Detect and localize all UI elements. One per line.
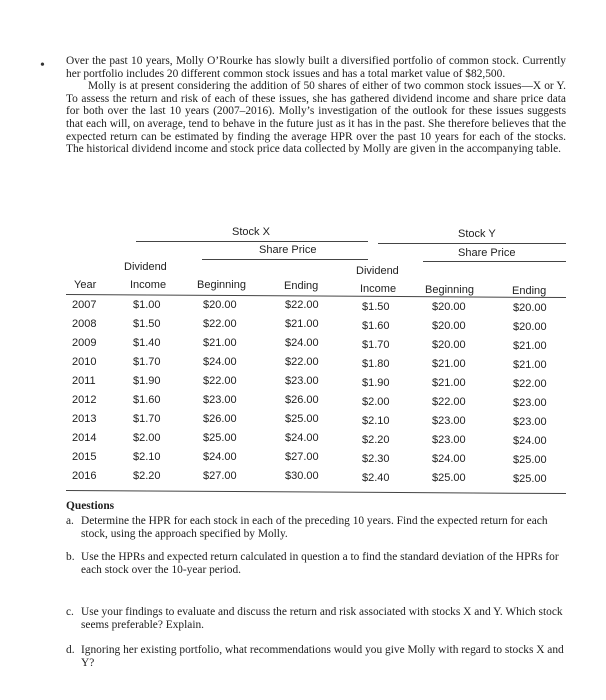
- cell-income-x: $1.50: [133, 318, 161, 330]
- share-price-y-rule: [423, 261, 566, 262]
- table-row: [66, 413, 566, 433]
- question-d-text: Ignoring her existing portfolio, what recommendations would you give Molly with regard to stocks X and Y?: [81, 644, 564, 669]
- case-intro: [66, 55, 566, 156]
- question-b-text: Use the HPRs and expected return calculated in question a to find the standard deviation of the HPRs for each stock over the 10-year period.: [81, 551, 559, 576]
- questions-section: [66, 500, 566, 670]
- cell-beginning-x: $22.00: [203, 375, 237, 387]
- cell-year: 2008: [72, 318, 97, 330]
- cell-income-y: $1.80: [362, 358, 390, 370]
- bottom-rule: [66, 490, 566, 494]
- cell-ending-y: $23.00: [513, 416, 547, 428]
- col-header-income-x: Income: [130, 279, 167, 291]
- question-c-letter: c.: [66, 606, 74, 618]
- cell-income-x: $1.00: [133, 299, 161, 311]
- cell-beginning-x: $21.00: [203, 337, 237, 349]
- cell-ending-x: $25.00: [285, 413, 319, 425]
- intro-paragraph-2: Molly is at present considering the addition of 50 shares of either of two common stock issues—X or Y. To assess the return and risk of each of these issues, she has gathered dividend income and share price data for both over the last 10 years (2007–2016). Molly’s investigation of the outlook for these issues suggests that each will, on average, tend to behave in the future just as it has in the past. She therefore believes that the expected return can be estimated by finding the average HPR over the past 10 years for each of the stocks. The historical dividend income and stock price data collected by Molly are given in the accompanying table.: [66, 80, 566, 156]
- cell-year: 2011: [72, 375, 96, 387]
- col-header-beginning-x: Beginning: [197, 279, 246, 291]
- cell-ending-y: $25.00: [513, 473, 547, 485]
- table-row: [66, 394, 566, 414]
- cell-income-y: $1.60: [362, 320, 390, 332]
- table-row: [66, 470, 566, 490]
- cell-beginning-y: $22.00: [432, 396, 466, 408]
- question-b-letter: b.: [66, 551, 75, 563]
- cell-year: 2013: [72, 413, 97, 425]
- question-d: [66, 644, 566, 670]
- question-b: [66, 551, 566, 577]
- header-rule: [66, 294, 566, 298]
- stock-x-rule: [136, 241, 368, 242]
- col-header-ending-y: Ending: [512, 285, 547, 297]
- cell-ending-x: $22.00: [285, 299, 319, 311]
- cell-year: 2010: [72, 356, 97, 368]
- cell-year: 2014: [72, 432, 97, 444]
- stock-y-rule: [378, 243, 566, 244]
- cell-ending-x: $21.00: [285, 318, 319, 330]
- cell-ending-y: $21.00: [513, 359, 547, 371]
- cell-income-x: $1.40: [133, 337, 161, 349]
- question-c: [66, 606, 566, 632]
- cell-income-x: $2.10: [133, 451, 161, 463]
- cell-ending-x: $26.00: [285, 394, 319, 406]
- cell-beginning-y: $23.00: [432, 434, 466, 446]
- cell-income-y: $1.70: [362, 339, 390, 351]
- question-c-text: Use your findings to evaluate and discuss the return and risk associated with stocks X and Y. Which stock seems preferable? Explain.: [81, 606, 563, 631]
- question-a: [66, 515, 566, 541]
- cell-year: 2015: [72, 451, 97, 463]
- table-row: [66, 356, 566, 376]
- cell-income-x: $1.70: [133, 413, 161, 425]
- dividend-y-heading: Dividend: [356, 265, 399, 277]
- cell-year: 2012: [72, 394, 97, 406]
- bullet-marker: •: [40, 58, 45, 73]
- cell-income-x: $1.90: [133, 375, 161, 387]
- cell-income-y: $1.50: [362, 301, 390, 313]
- col-header-beginning-y: Beginning: [425, 284, 474, 296]
- question-a-text: Determine the HPR for each stock in each of the preceding 10 years. Find the expected return for each stock, using the approach specified by Molly.: [81, 515, 548, 540]
- cell-beginning-y: $25.00: [432, 472, 466, 484]
- share-price-x-rule: [202, 259, 368, 260]
- table-row: [66, 432, 566, 452]
- cell-beginning-y: $20.00: [432, 301, 466, 313]
- cell-beginning-x: $27.00: [203, 470, 237, 482]
- cell-beginning-y: $23.00: [432, 415, 466, 427]
- cell-ending-y: $25.00: [513, 454, 547, 466]
- question-a-letter: a.: [66, 515, 74, 527]
- cell-ending-y: $23.00: [513, 397, 547, 409]
- cell-beginning-y: $20.00: [432, 320, 466, 332]
- cell-beginning-x: $25.00: [203, 432, 237, 444]
- cell-income-y: $2.10: [362, 415, 390, 427]
- cell-year: 2007: [72, 299, 97, 311]
- col-header-ending-x: Ending: [284, 280, 319, 292]
- cell-beginning-y: $21.00: [432, 358, 466, 370]
- cell-income-x: $2.20: [133, 470, 161, 482]
- cell-ending-y: $21.00: [513, 340, 547, 352]
- cell-beginning-x: $20.00: [203, 299, 237, 311]
- table-row: [66, 375, 566, 395]
- cell-year: 2009: [72, 337, 97, 349]
- cell-beginning-x: $24.00: [203, 451, 237, 463]
- cell-income-y: $1.90: [362, 377, 390, 389]
- col-header-year: Year: [74, 279, 97, 291]
- intro-paragraph-1: Over the past 10 years, Molly O’Rourke has slowly built a diversified portfolio of common stock. Currently her portfolio includes 20 different common stock issues and has a total market value of $82,500.: [66, 55, 566, 80]
- cell-ending-x: $22.00: [285, 356, 319, 368]
- cell-ending-y: $20.00: [513, 321, 547, 333]
- stock-data-table: [66, 222, 566, 494]
- cell-beginning-x: $26.00: [203, 413, 237, 425]
- cell-ending-x: $30.00: [285, 470, 319, 482]
- cell-income-x: $2.00: [133, 432, 161, 444]
- share-price-y-heading: Share Price: [458, 247, 516, 259]
- cell-income-y: $2.00: [362, 396, 390, 408]
- cell-income-x: $1.60: [133, 394, 161, 406]
- table-row: [66, 337, 566, 357]
- dividend-x-heading: Dividend: [124, 261, 167, 273]
- table-row: [66, 451, 566, 471]
- cell-ending-y: $20.00: [513, 302, 547, 314]
- cell-beginning-y: $20.00: [432, 339, 466, 351]
- cell-income-y: $2.30: [362, 453, 390, 465]
- table-row: [66, 299, 566, 319]
- table-row: [66, 318, 566, 338]
- cell-year: 2016: [72, 470, 97, 482]
- cell-income-x: $1.70: [133, 356, 161, 368]
- cell-income-y: $2.40: [362, 472, 390, 484]
- questions-heading: Questions: [66, 500, 115, 512]
- share-price-x-heading: Share Price: [259, 244, 317, 256]
- cell-ending-x: $24.00: [285, 337, 319, 349]
- cell-ending-x: $27.00: [285, 451, 319, 463]
- cell-ending-y: $22.00: [513, 378, 547, 390]
- cell-beginning-y: $21.00: [432, 377, 466, 389]
- stock-y-heading: Stock Y: [458, 228, 496, 240]
- cell-beginning-x: $24.00: [203, 356, 237, 368]
- cell-beginning-x: $22.00: [203, 318, 237, 330]
- cell-ending-y: $24.00: [513, 435, 547, 447]
- col-header-income-y: Income: [360, 283, 397, 295]
- cell-income-y: $2.20: [362, 434, 390, 446]
- cell-ending-x: $23.00: [285, 375, 319, 387]
- cell-ending-x: $24.00: [285, 432, 319, 444]
- stock-x-heading: Stock X: [232, 226, 270, 238]
- cell-beginning-y: $24.00: [432, 453, 466, 465]
- question-d-letter: d.: [66, 644, 75, 656]
- cell-beginning-x: $23.00: [203, 394, 237, 406]
